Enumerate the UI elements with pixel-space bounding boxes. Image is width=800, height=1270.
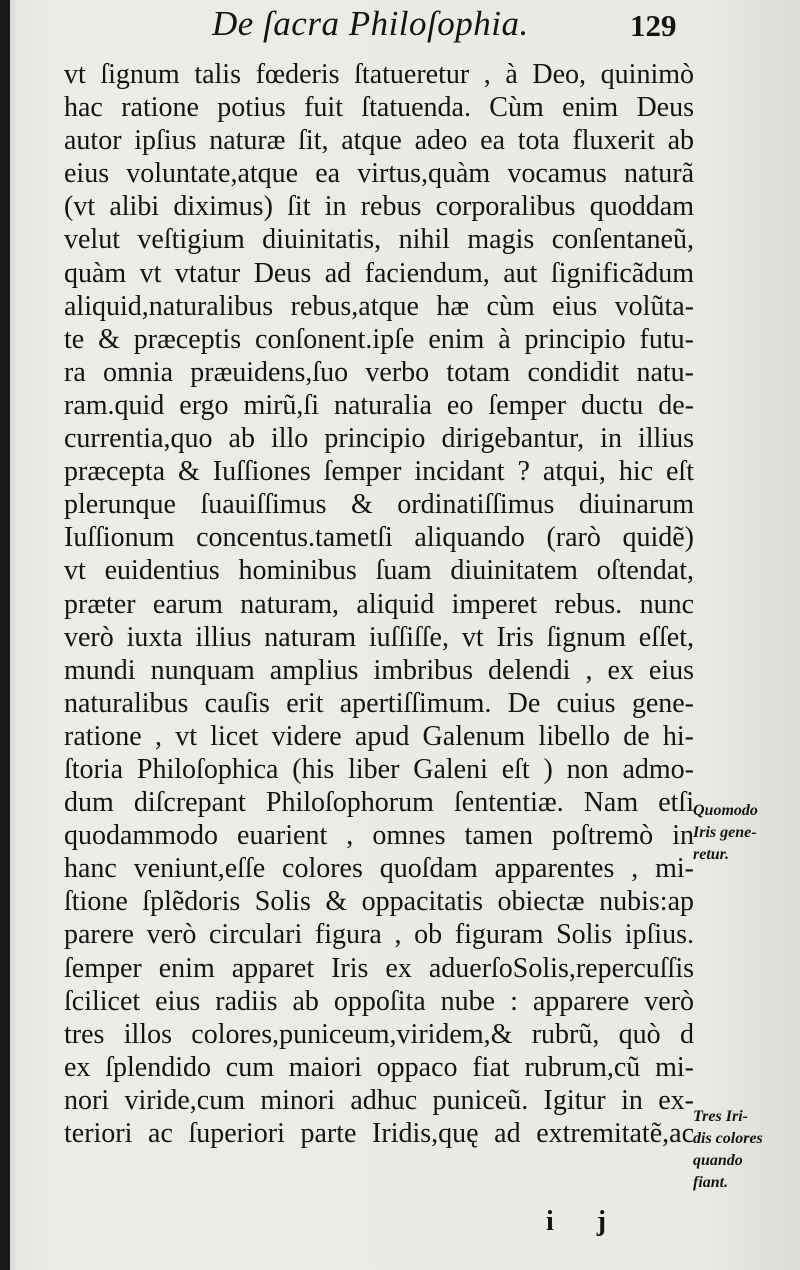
margin-note-line: quando <box>693 1152 743 1169</box>
margin-note-line: retur. <box>693 846 730 863</box>
page-number: 129 <box>630 8 677 43</box>
text-line: nori viride,cum minori adhuc puniceũ. Igitur in ex- <box>64 1084 694 1116</box>
margin-note-line: fiant. <box>693 1174 729 1191</box>
text-line: præter earum naturam, aliquid imperet rebus. nunc <box>64 588 694 620</box>
text-line: naturalibus cauſis erit apertiſſimum. De cuius gene- <box>64 687 694 719</box>
text-line: ſcilicet eius radiis ab oppoſita nube : apparere verò <box>64 985 694 1017</box>
text-line: ſtoria Philoſophica (his liber Galeni eſt ) non admo- <box>64 753 694 785</box>
text-line: (vt alibi diximus) ſit in rebus corporalibus quoddam <box>64 191 694 223</box>
text-line: ratione , vt licet videre apud Galenum libello de hi- <box>64 720 694 752</box>
text-line: verò iuxta illius naturam iuſſiſſe, vt Iris ſignum eſſet, <box>64 621 694 653</box>
text-line: præcepta & Iuſſiones ſemper incidant ? atqui, hic eſt <box>64 456 694 488</box>
text-line: hac ratione potius fuit ſtatuenda. Cùm enim Deus <box>64 92 694 124</box>
text-line: currentia,quo ab illo principio dirigebantur, in illius <box>64 423 694 455</box>
text-line: ſemper enim apparet Iris ex aduerſoSolis,repercuſſis <box>64 952 694 984</box>
text-line: plerunque ſuauiſſimus & ordinatiſſimus diuinarum <box>64 489 694 521</box>
text-line: vt ſignum talis fœderis ſtatueretur , à Deo, quinimò <box>64 59 694 90</box>
text-line: hanc veniunt,eſſe colores quoſdam apparentes , mi- <box>64 853 694 885</box>
text-line: quodammodo euarient , omnes tamen poſtremò in <box>64 820 694 852</box>
margin-note-line: Quomodo <box>693 802 758 819</box>
text-line: ram.quid ergo mirũ,ſi naturalia eo ſemper ductu de- <box>64 389 694 421</box>
body-text-block <box>64 58 694 1150</box>
text-line: ra omnia præuidens,ſuo verbo totam condidit natu- <box>64 356 694 388</box>
text-line: mundi nunquam amplius imbribus delendi , ex eius <box>64 654 694 686</box>
margin-note-iris-colors <box>693 1106 798 1194</box>
text-line: vt euidentius hominibus ſuam diuinitatem oſtendat, <box>64 555 694 587</box>
text-line: quàm vt vtatur Deus ad faciendum, aut ſignificãdum <box>64 257 694 289</box>
text-line: te & præceptis conſonent.ipſe enim à principio futu- <box>64 323 694 355</box>
text-line: aliquid,naturalibus rebus,atque hæ cùm eius volũta- <box>64 290 694 322</box>
text-line: ex ſplendido cum maiori oppaco fiat rubrum,cũ mi- <box>64 1051 694 1083</box>
margin-note-line: dis colores <box>693 1130 763 1147</box>
text-line: tres illos colores,puniceum,viridem,& rubrũ, quò d <box>64 1018 694 1050</box>
page-gutter-shadow <box>0 0 10 1270</box>
text-line: Iuſſionum concentus.tametſi aliquando (rarò quidẽ) <box>64 522 694 554</box>
text-line: velut veſtigium diuinitatis, nihil magis conſentaneũ, <box>64 224 694 256</box>
text-line: dum diſcrepant Philoſophorum ſententiæ. Nam etſi <box>64 787 694 819</box>
text-line: parere verò circulari figura , ob figuram Solis ipſius. <box>64 919 694 951</box>
margin-note-line: Tres Iri- <box>693 1108 748 1125</box>
running-title: De ſacra Philoſophia. <box>212 4 529 43</box>
text-line: autor ipſius naturæ ſit, atque adeo ea tota fluxerit ab <box>64 125 694 157</box>
text-line: eius voluntate,atque ea virtus,quàm vocamus naturã <box>64 158 694 190</box>
margin-note-line: Iris gene- <box>693 824 757 841</box>
text-line: ſtione ſplẽdoris Solis & oppacitatis obiectæ nubis:ap <box>64 886 694 918</box>
signature-mark: i j <box>546 1206 625 1237</box>
page-header <box>0 4 800 50</box>
text-line: teriori ac ſuperiori parte Iridis,quę ad extremitatẽ,ac <box>64 1118 694 1149</box>
margin-note-iris-generation <box>693 800 798 866</box>
